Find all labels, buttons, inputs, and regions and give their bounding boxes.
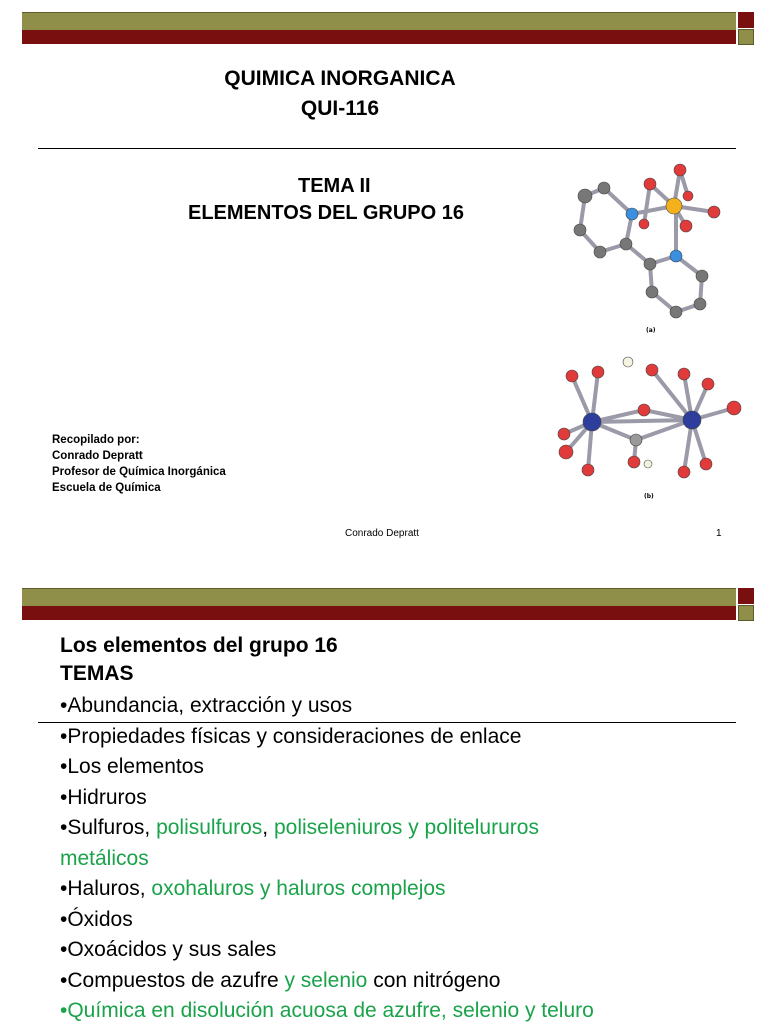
header-band-slide-2 <box>22 588 736 620</box>
topic-item <box>60 753 204 781</box>
topic-item-text: metálicos <box>60 846 149 870</box>
topic-item <box>60 875 446 903</box>
topic-item-text: y selenio <box>284 968 368 992</box>
course-title-block <box>150 64 530 124</box>
topic-item <box>60 723 521 751</box>
header-band-olive <box>22 12 736 30</box>
topic-item-text: •Compuestos de azufre <box>60 968 285 992</box>
corner-square-olive <box>738 29 754 45</box>
title-divider <box>38 148 736 149</box>
header-band-olive <box>22 588 736 606</box>
topic-item-text: •Abundancia, extracción y usos <box>60 694 353 717</box>
topic-item <box>60 784 147 812</box>
figure-caption-b: (b) <box>644 493 654 500</box>
topic-item-text: •Química en disolución acuosa de azufre, selenio y teluro <box>60 999 594 1022</box>
topic-item-text: •Sulfuros, <box>60 816 157 839</box>
slide-2-heading-block <box>60 632 338 688</box>
topic-item <box>60 845 149 873</box>
topic-item-text: poliseleniuros y politelururos <box>273 816 539 839</box>
topic-number: TEMA II <box>298 175 371 197</box>
topic-item-text: •Propiedades físicas y consideraciones de enlace <box>60 724 522 748</box>
topic-item-text: •Hidruros <box>60 785 147 809</box>
credits-line: Conrado Depratt <box>52 450 143 462</box>
course-code: QUI-116 <box>300 97 380 120</box>
topic-item <box>60 906 133 934</box>
credits-line: Escuela de Química <box>52 482 161 494</box>
course-title: QUIMICA INORGANICA <box>224 67 456 90</box>
topic-item <box>60 936 276 964</box>
slide-2-subheading: TEMAS <box>60 662 134 685</box>
molecule-figure-b <box>544 344 754 506</box>
topic-item-text: con nitrógeno <box>367 968 501 992</box>
topic-item <box>60 997 594 1025</box>
topic-title: ELEMENTOS DEL GRUPO 16 <box>188 202 464 224</box>
topic-item <box>60 814 539 842</box>
topic-item-text: •Haluros, <box>60 877 152 900</box>
header-band-maroon <box>22 606 736 620</box>
credits-line: Recopilado por: <box>52 434 140 446</box>
figure-caption-a: (a) <box>646 327 656 334</box>
topic-item-text: polisulfuros <box>156 816 263 839</box>
credits-block <box>52 432 226 496</box>
footer-author: Conrado Depratt <box>345 528 419 539</box>
corner-square-olive <box>738 605 754 621</box>
header-band-maroon <box>22 30 736 44</box>
header-band <box>22 12 736 44</box>
topic-item-text: •Óxidos <box>60 907 133 931</box>
topic-item <box>60 692 352 720</box>
topic-item-text: , <box>262 816 274 839</box>
footer-page-number: 1 <box>716 528 722 539</box>
corner-square-maroon <box>738 588 754 604</box>
topic-item-text: •Los elementos <box>60 755 204 778</box>
slide-2-heading: Los elementos del grupo 16 <box>60 634 338 657</box>
credits-line: Profesor de Química Inorgánica <box>52 466 226 478</box>
topic-item-text: •Oxoácidos y sus sales <box>60 938 277 961</box>
topic-item <box>60 967 500 995</box>
molecule-figure-a <box>544 156 754 346</box>
corner-square-maroon <box>738 12 754 28</box>
topic-item-text: oxohaluros y haluros complejos <box>151 877 446 900</box>
